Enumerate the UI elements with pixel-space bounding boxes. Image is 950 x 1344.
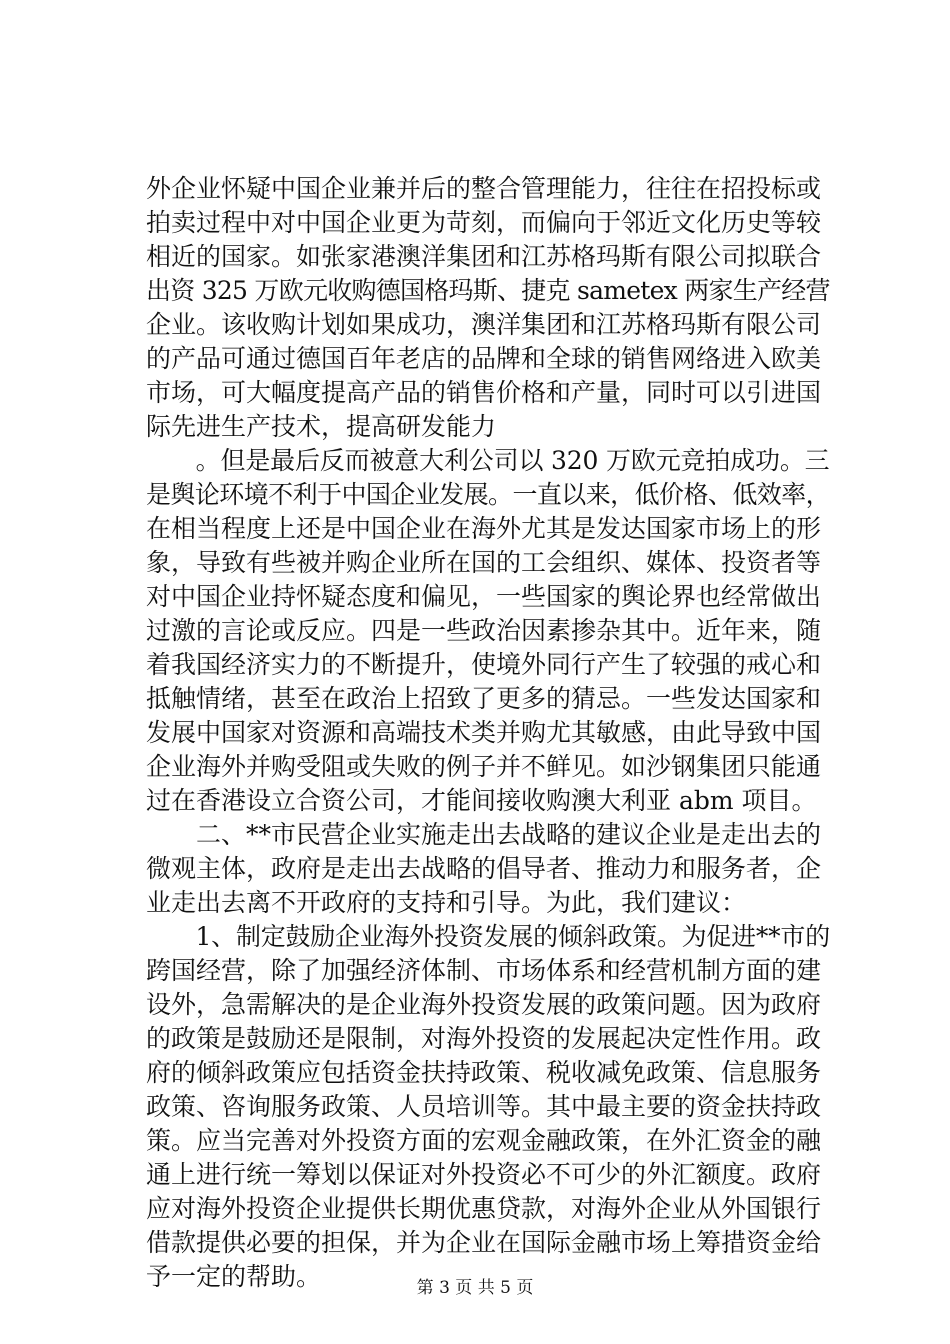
text-line: 在相当程度上还是中国企业在海外尤其是发达国家市场上的形 — [146, 514, 822, 543]
text-line: 出资 325 万欧元收购德国格玛斯、捷克 sametex 两家生产经营 — [146, 276, 830, 305]
text-line: 相近的国家。如张家港澳洋集团和江苏格玛斯有限公司拟联合 — [146, 242, 822, 271]
text-line: 策。应当完善对外投资方面的宏观金融政策，在外汇资金的融 — [146, 1126, 822, 1155]
text-line: 对中国企业持怀疑态度和偏见，一些国家的舆论界也经常做出 — [146, 582, 822, 611]
text-line: 府的倾斜政策应包括资金扶持政策、税收减免政策、信息服务 — [146, 1058, 822, 1087]
text-line: 过激的言论或反应。四是一些政治因素掺杂其中。近年来，随 — [146, 616, 822, 645]
text-line: 借款提供必要的担保，并为企业在国际金融市场上筹措资金给 — [146, 1228, 822, 1257]
text-line: 跨国经营，除了加强经济体制、市场体系和经营机制方面的建 — [146, 956, 822, 985]
text-line: 市场，可大幅度提高产品的销售价格和产量，同时可以引进国 — [146, 378, 822, 407]
text-line: 予一定的帮助。 — [146, 1262, 322, 1291]
text-line: 设外，急需解决的是企业海外投资发展的政策问题。因为政府 — [146, 990, 822, 1019]
page-footer: 第 3 页 共 5 页 — [416, 1278, 534, 1298]
text-line: 过在香港设立合资公司，才能间接收购澳大利亚 abm 项目。 — [146, 786, 817, 815]
text-line: 企业海外并购受阻或失败的例子并不鲜见。如沙钢集团只能通 — [146, 752, 822, 781]
text-line: 发展中国家对资源和高端技术类并购尤其敏感，由此导致中国 — [146, 718, 822, 747]
text-line: 。但是最后反而被意大利公司以 320 万欧元竞拍成功。三 — [146, 446, 830, 475]
text-line: 业走出去离不开政府的支持和引导。为此，我们建议： — [146, 888, 747, 917]
text-line: 应对海外投资企业提供长期优惠贷款，对海外企业从外国银行 — [146, 1194, 822, 1223]
text-line: 通上进行统一筹划以保证对外投资必不可少的外汇额度。政府 — [146, 1160, 822, 1189]
text-line: 际先进生产技术，提高研发能力 — [146, 412, 497, 441]
text-line: 外企业怀疑中国企业兼并后的整合管理能力，往往在招投标或 — [146, 174, 822, 203]
text-line: 拍卖过程中对中国企业更为苛刻，而偏向于邻近文化历史等较 — [146, 208, 822, 237]
text-line: 抵触情绪，甚至在政治上招致了更多的猜忌。一些发达国家和 — [146, 684, 822, 713]
document-body — [146, 172, 830, 1294]
text-line: 企业。该收购计划如果成功，澳洋集团和江苏格玛斯有限公司 — [146, 310, 822, 339]
text-line: 是舆论环境不利于中国企业发展。一直以来，低价格、低效率， — [146, 480, 831, 509]
text-line: 着我国经济实力的不断提升，使境外同行产生了较强的戒心和 — [146, 650, 822, 679]
text-line: 二、**市民营企业实施走出去战略的建议企业是走出去的 — [146, 820, 822, 849]
text-line: 的政策是鼓励还是限制，对海外投资的发展起决定性作用。政 — [146, 1024, 822, 1053]
text-line: 的产品可通过德国百年老店的品牌和全球的销售网络进入欧美 — [146, 344, 822, 373]
text-line: 象，导致有些被并购企业所在国的工会组织、媒体、投资者等 — [146, 548, 822, 577]
text-line: 微观主体，政府是走出去战略的倡导者、推动力和服务者，企 — [146, 854, 822, 883]
text-line: 1、制定鼓励企业海外投资发展的倾斜政策。为促进**市的 — [146, 922, 830, 951]
text-line: 政策、咨询服务政策、人员培训等。其中最主要的资金扶持政 — [146, 1092, 822, 1121]
